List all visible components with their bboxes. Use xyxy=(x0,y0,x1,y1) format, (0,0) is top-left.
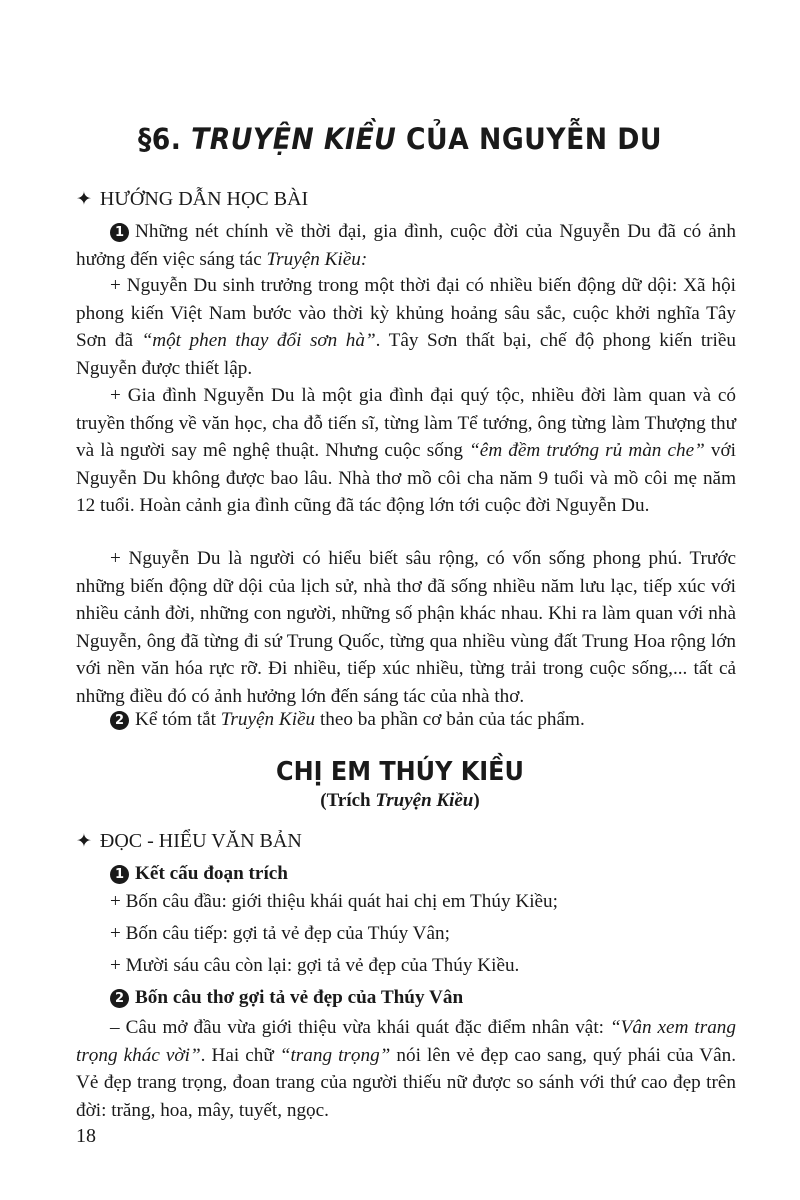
section-label: HƯỚNG DẪN HỌC BÀI xyxy=(99,188,309,210)
text-run: . Tây Sơn thất bại, chế độ phong kiến triều Nguyễn được thiết lập. xyxy=(76,330,736,379)
section-label: ĐỌC - HIỂU VĂN BẢN xyxy=(99,830,302,852)
quote-italic: “êm đềm trướng rủ màn che” xyxy=(469,440,705,462)
title-suffix: CỦA NGUYỄN DU xyxy=(396,122,663,156)
text-run: + Nguyễn Du là người có hiểu biết sâu rộng, có vốn sống phong phú. Trước những biến động dữ dội của lịch sử, nhà thơ đã sống nhiều năm lưu lạc, tiếp xúc với nhiều cảnh đời, những con người, những số phận khác nhau. Khi ra làm quan với nhà Nguyễn, ông đã từng đi sứ Trung Quốc, từng qua nhiều vùng đất Trung Hoa rộng lớn với nền văn hóa rực rỡ. Đi nhiều, tiếp xúc nhiều, từng trải trong cuộc sống,... tất cả những điều đó có ảnh hưởng lớn đến sáng tác của nhà thơ. xyxy=(76,548,736,707)
text-run: + Nguyễn Du sinh trưởng trong một thời đại có nhiều biến động dữ dội: Xã hội phong kiến Việt Nam bước vào thời kỳ khủng hoảng sâu sắc, cuộc khởi nghĩa Tây Sơn đã xyxy=(76,275,736,352)
heading-structure xyxy=(76,860,736,888)
quote-italic: “trang trọng” xyxy=(279,1044,391,1066)
text-run: + Gia đình Nguyễn Du là một gia đình đại quý tộc, nhiều đời làm quan và có truyền thống về văn học, cha đỗ tiến sĩ, từng làm Tể tướng, ông từng làm Thượng thư và là người say mê nghệ thuật. Nhưng cuộc sống xyxy=(76,385,736,462)
heading-text: Bốn câu thơ gợi tả vẻ đẹp của Thúy Vân xyxy=(135,987,464,1008)
chapter-title xyxy=(32,122,768,156)
diamond-icon: ✦ xyxy=(76,189,92,210)
title-prefix: §6. xyxy=(137,122,192,156)
note-text: (Trích xyxy=(320,790,376,811)
section-heading-guide xyxy=(76,188,308,211)
paragraph-era xyxy=(76,272,736,382)
quote-italic: “một phen thay đổi sơn hà” xyxy=(141,330,376,352)
diamond-icon: ✦ xyxy=(76,831,92,852)
question-2 xyxy=(76,706,736,734)
lesson-note xyxy=(0,790,800,812)
text-run: với Nguyễn Du không được bao lâu. Nhà thơ mồ côi cha năm 9 tuổi và mồ côi mẹ năm 12 tuổi. Hoàn cảnh gia đình cũng đã tác động lớn tới cuộc đời Nguyễn Du. xyxy=(76,440,736,517)
note-italic: Truyện Kiều xyxy=(375,790,474,811)
question-italic: Truyện Kiều: xyxy=(266,248,368,270)
lesson-title: CHỊ EM THÚY KIỀU xyxy=(276,757,524,787)
list-item: + Bốn câu tiếp: gợi tả vẻ đẹp của Thúy Vân; xyxy=(110,923,450,944)
heading-text: Kết cấu đoạn trích xyxy=(135,863,288,884)
text-run: . Hai chữ xyxy=(200,1044,280,1066)
number-badge: 2 xyxy=(110,989,129,1008)
paragraph-family xyxy=(76,382,736,520)
text-run: – Câu mở đầu vừa giới thiệu vừa khái quát đặc điểm nhân vật: xyxy=(110,1017,610,1038)
heading-thuy-van xyxy=(76,984,736,1012)
text-run: theo ba phần cơ bản của tác phẩm. xyxy=(315,709,585,730)
note-text: ) xyxy=(473,790,480,811)
text-italic: Truyện Kiều xyxy=(220,709,316,730)
question-1 xyxy=(76,218,736,273)
paragraph-life xyxy=(76,545,736,711)
text-run: nói lên vẻ đẹp cao sang, quý phái của Vân. Vẻ đẹp trang trọng, đoan trang của người thiếu nữ được so sánh với thứ cao đẹp trên đời: trăng, hoa, mây, tuyết, ngọc. xyxy=(76,1044,736,1121)
question-text: Những nét chính về thời đại, gia đình, cuộc đời của Nguyễn Du đã có ảnh hưởng đến việc sáng tác xyxy=(76,221,736,270)
number-badge: 2 xyxy=(110,711,129,730)
paragraph-thuy-van xyxy=(76,1014,736,1124)
number-badge: 1 xyxy=(110,865,129,884)
page-number: 18 xyxy=(76,1125,96,1147)
section-heading-reading xyxy=(76,830,302,853)
text-run: Kể tóm tắt xyxy=(135,709,221,730)
title-italic: TRUYỆN KIỀU xyxy=(191,122,397,156)
quote-italic: “Vân xem trang trọng khác vời” xyxy=(76,1017,736,1066)
list-item: + Bốn câu đầu: giới thiệu khái quát hai chị em Thúy Kiều; xyxy=(110,891,558,912)
number-badge: 1 xyxy=(110,223,129,242)
list-item: + Mười sáu câu còn lại: gợi tả vẻ đẹp của Thúy Kiều. xyxy=(110,955,520,976)
